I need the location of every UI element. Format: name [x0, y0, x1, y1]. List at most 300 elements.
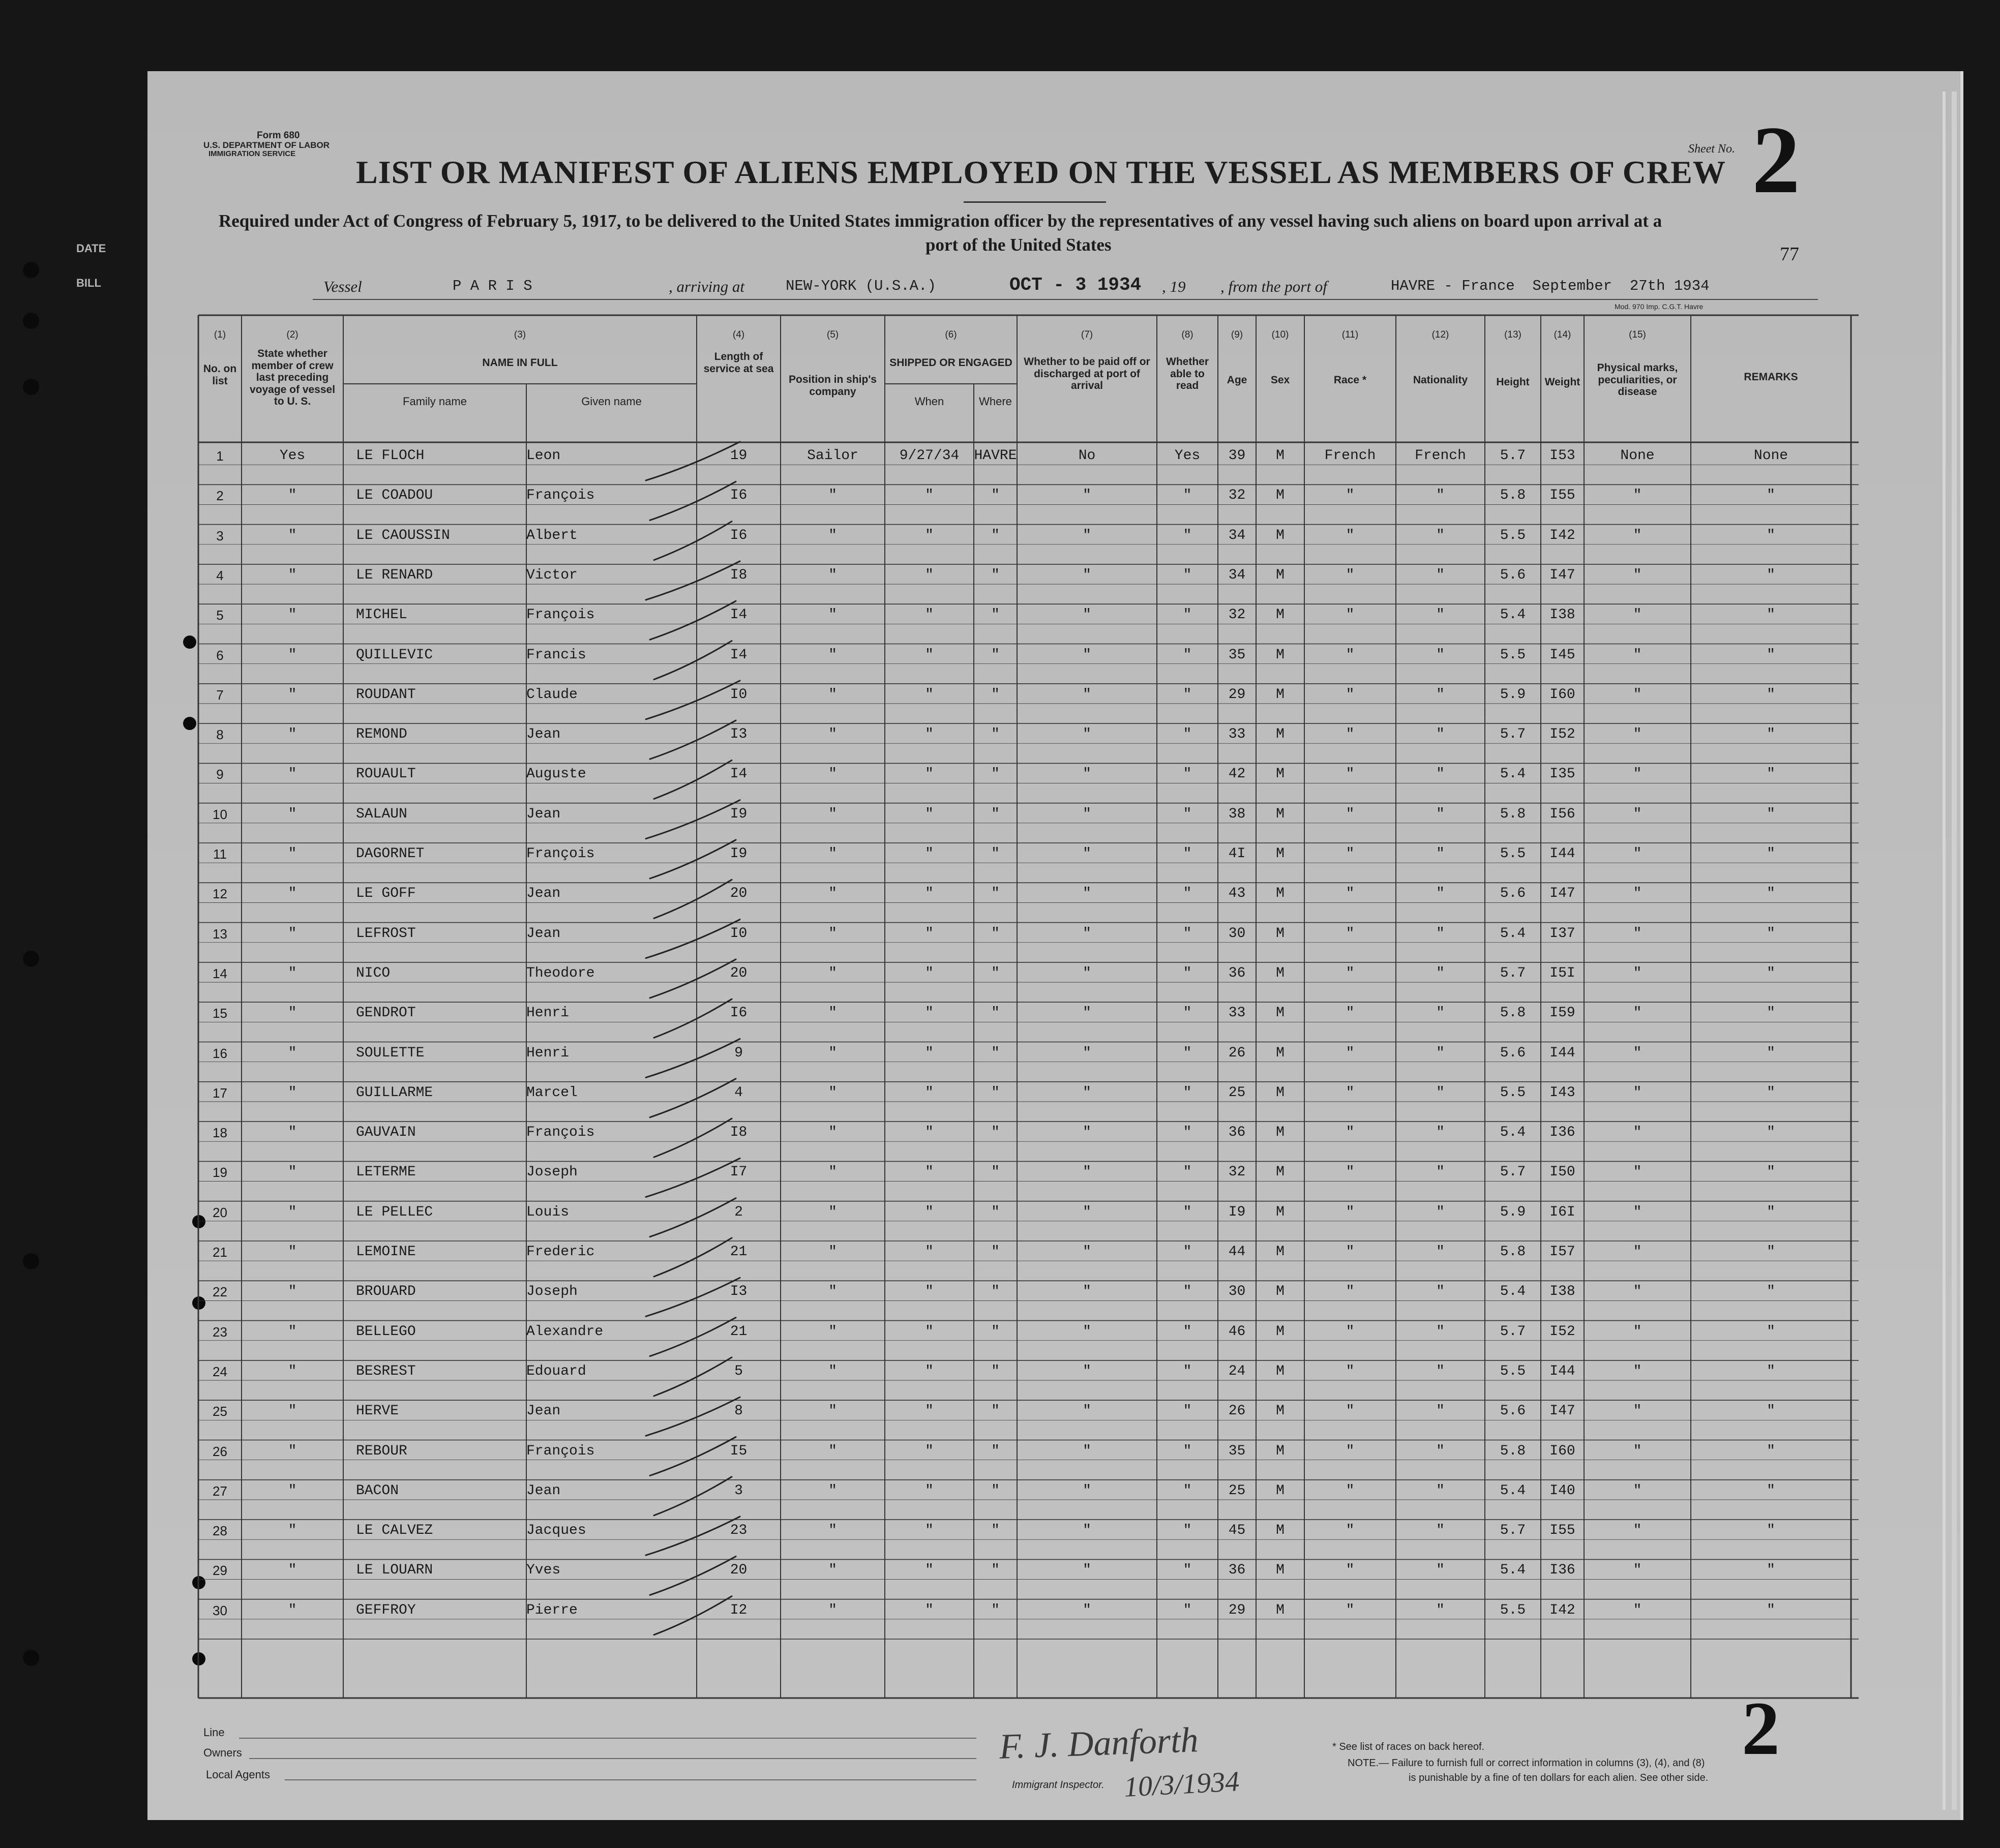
cell-nationality: " — [1436, 1244, 1445, 1260]
cell-when: " — [925, 607, 934, 623]
cell-sex: M — [1276, 846, 1285, 862]
cell-given: Jacques — [526, 1523, 586, 1539]
margin-stamp-line: BILL — [76, 277, 101, 289]
cell-prev: " — [288, 1244, 297, 1260]
cell-position: " — [828, 925, 837, 942]
cell-sex: M — [1276, 686, 1285, 703]
cell-given: Louis — [526, 1204, 570, 1220]
cell-no: 2 — [216, 488, 224, 504]
cell-remarks: " — [1767, 965, 1775, 981]
cell-position: " — [828, 1164, 837, 1180]
cell-height: 5.5 — [1500, 1363, 1526, 1379]
cell-race: " — [1346, 647, 1355, 663]
column-number: (2) — [286, 329, 298, 340]
column-header: State whether member of crew last preceding voyage of vessel to U. S. — [249, 348, 336, 408]
sheet-number-bottom: 2 — [1742, 1686, 1780, 1771]
cell-nationality: " — [1436, 886, 1445, 902]
cell-weight: I47 — [1549, 886, 1575, 902]
cell-age: 44 — [1228, 1244, 1246, 1260]
cell-service: 9 — [734, 1045, 743, 1061]
cell-marks: " — [1633, 1204, 1642, 1220]
cell-sex: M — [1276, 647, 1285, 663]
cell-sex: M — [1276, 448, 1285, 464]
penalty-note: NOTE.— Failure to furnish full or correct information in columns (3), (4), and (8) — [1348, 1758, 1705, 1769]
cell-paid: " — [1083, 1045, 1091, 1061]
column-number: (9) — [1231, 329, 1243, 340]
cell-age: 35 — [1228, 647, 1246, 663]
cell-given: Theodore — [526, 965, 595, 981]
cell-service: I3 — [730, 1284, 748, 1300]
cell-race: " — [1346, 965, 1355, 981]
column-header: Whether to be paid off or discharged at port of arrival — [1024, 356, 1150, 392]
cell-paid: " — [1083, 1562, 1091, 1579]
cell-position: " — [828, 1284, 837, 1300]
cell-where: " — [991, 1084, 1000, 1101]
cell-nationality: " — [1436, 1443, 1445, 1459]
cell-height: 5.8 — [1500, 1244, 1526, 1260]
cell-where: " — [991, 965, 1000, 981]
sheet-number: 2 — [1752, 107, 1800, 214]
cell-prev: " — [288, 1562, 297, 1579]
cell-nationality: " — [1436, 965, 1445, 981]
cell-family: LE FLOCH — [356, 448, 425, 464]
cell-weight: I40 — [1549, 1482, 1575, 1499]
cell-paid: " — [1083, 1244, 1091, 1260]
cell-age: 39 — [1228, 448, 1246, 464]
column-number: (13) — [1504, 329, 1521, 340]
cell-race: " — [1346, 925, 1355, 942]
footer-line — [249, 1758, 976, 1759]
page-title: LIST OR MANIFEST OF ALIENS EMPLOYED ON THE VESSEL AS MEMBERS OF CREW — [356, 154, 1726, 190]
cell-read: Yes — [1174, 448, 1201, 464]
cell-position: " — [828, 1602, 837, 1618]
cell-when: " — [925, 686, 934, 703]
cell-when: " — [925, 1443, 934, 1459]
cell-marks: " — [1633, 1005, 1642, 1021]
cell-given: Marcel — [526, 1084, 578, 1101]
cell-nationality: " — [1436, 488, 1445, 504]
cell-nationality: " — [1436, 1403, 1445, 1419]
cell-prev: " — [288, 1443, 297, 1459]
cell-height: 5.7 — [1500, 1164, 1526, 1180]
cell-family: QUILLEVIC — [356, 647, 433, 663]
cell-read: " — [1183, 1045, 1192, 1061]
cell-age: 30 — [1228, 925, 1246, 942]
cell-marks: " — [1633, 1045, 1642, 1061]
cell-height: 5.6 — [1500, 1403, 1526, 1419]
cell-marks: " — [1633, 686, 1642, 703]
cell-sex: M — [1276, 1443, 1285, 1459]
cell-family: LE GOFF — [356, 886, 416, 902]
cell-height: 5.6 — [1500, 1045, 1526, 1061]
cell-when: " — [925, 1363, 934, 1379]
cell-paid: " — [1083, 527, 1091, 543]
cell-weight: I38 — [1549, 607, 1575, 623]
cell-age: 32 — [1228, 488, 1246, 504]
cell-marks: " — [1633, 647, 1642, 663]
cell-weight: I47 — [1549, 567, 1575, 583]
cell-position: " — [828, 806, 837, 822]
cell-position: " — [828, 1562, 837, 1579]
cell-nationality: " — [1436, 1363, 1445, 1379]
cell-position: " — [828, 607, 837, 623]
cell-paid: " — [1083, 1363, 1091, 1379]
cell-paid: " — [1083, 1602, 1091, 1618]
cell-race: " — [1346, 1084, 1355, 1101]
cell-paid: " — [1083, 567, 1091, 583]
cell-age: 45 — [1228, 1523, 1246, 1539]
cell-height: 5.8 — [1500, 1005, 1526, 1021]
cell-weight: I44 — [1549, 1363, 1575, 1379]
cell-read: " — [1183, 1602, 1192, 1618]
column-number: (8) — [1181, 329, 1193, 340]
cell-read: " — [1183, 1164, 1192, 1180]
cell-service: I3 — [730, 726, 748, 743]
cell-family: MICHEL — [356, 607, 407, 623]
arriving-label: , arriving at — [669, 278, 744, 295]
cell-remarks: " — [1767, 806, 1775, 822]
cell-read: " — [1183, 488, 1192, 504]
cell-height: 5.9 — [1500, 1204, 1526, 1220]
cell-given: Jean — [526, 806, 561, 822]
cell-prev: " — [288, 1323, 297, 1340]
cell-family: DAGORNET — [356, 846, 425, 862]
cell-no: 5 — [216, 608, 224, 623]
cell-no: 12 — [213, 886, 227, 902]
cell-nationality: " — [1436, 686, 1445, 703]
cell-paid: " — [1083, 1284, 1091, 1300]
cell-prev: " — [288, 1602, 297, 1618]
cell-position: " — [828, 1045, 837, 1061]
cell-race: " — [1346, 1005, 1355, 1021]
cell-where: " — [991, 846, 1000, 862]
cell-read: " — [1183, 1244, 1192, 1260]
cell-position: " — [828, 1125, 837, 1141]
cell-no: 25 — [213, 1404, 227, 1419]
cell-marks: " — [1633, 1323, 1642, 1340]
cell-paid: " — [1083, 647, 1091, 663]
cell-height: 5.4 — [1500, 1482, 1526, 1499]
cell-read: " — [1183, 1523, 1192, 1539]
cell-family: REBOUR — [356, 1443, 407, 1459]
cell-where: " — [991, 567, 1000, 583]
cell-marks: " — [1633, 1164, 1642, 1180]
cell-service: 8 — [734, 1403, 743, 1419]
cell-position: " — [828, 527, 837, 543]
cell-race: French — [1324, 448, 1376, 464]
cell-read: " — [1183, 1323, 1192, 1340]
cell-when: " — [925, 567, 934, 583]
cell-nationality: " — [1436, 567, 1445, 583]
cell-height: 5.4 — [1500, 1125, 1526, 1141]
cell-weight: I60 — [1549, 1443, 1575, 1459]
cell-age: 29 — [1228, 686, 1246, 703]
cell-given: Jean — [526, 1482, 561, 1499]
cell-service: I8 — [730, 1125, 748, 1141]
cell-remarks: " — [1767, 686, 1775, 703]
cell-read: " — [1183, 647, 1192, 663]
cell-no: 26 — [213, 1443, 227, 1459]
cell-sex: M — [1276, 1045, 1285, 1061]
column-number: (12) — [1431, 329, 1449, 340]
cell-sex: M — [1276, 1403, 1285, 1419]
cell-height: 5.4 — [1500, 607, 1526, 623]
cell-paid: " — [1083, 925, 1091, 942]
cell-when: " — [925, 488, 934, 504]
cell-race: " — [1346, 1363, 1355, 1379]
cell-weight: I59 — [1549, 1005, 1575, 1021]
cell-no: 28 — [213, 1523, 227, 1539]
cell-family: BACON — [356, 1482, 399, 1499]
cell-where: HAVRE — [974, 448, 1017, 464]
cell-when: " — [925, 925, 934, 942]
cell-position: " — [828, 686, 837, 703]
cell-service: I4 — [730, 766, 748, 782]
cell-no: 1 — [216, 448, 224, 464]
cell-no: 22 — [213, 1284, 227, 1300]
cell-read: " — [1183, 527, 1192, 543]
signature-date: 10/3/1934 — [1123, 1766, 1240, 1803]
cell-family: GAUVAIN — [356, 1125, 416, 1141]
cell-family: HERVE — [356, 1403, 399, 1419]
cell-read: " — [1183, 726, 1192, 743]
cell-nationality: " — [1436, 1125, 1445, 1141]
cell-prev: " — [288, 1284, 297, 1300]
cell-when: " — [925, 1125, 934, 1141]
cell-given: Joseph — [526, 1284, 578, 1300]
cell-age: 42 — [1228, 766, 1246, 782]
cell-family: LE LOUARN — [356, 1562, 433, 1579]
cell-prev: " — [288, 965, 297, 981]
cell-when: " — [925, 1403, 934, 1419]
form-number: Form 680 — [257, 130, 300, 141]
column-header: Length of service at sea — [703, 351, 774, 375]
cell-age: 25 — [1228, 1084, 1246, 1101]
column-subheader: When — [914, 395, 944, 408]
cell-race: " — [1346, 1443, 1355, 1459]
cell-where: " — [991, 925, 1000, 942]
cell-paid: " — [1083, 806, 1091, 822]
cell-weight: I37 — [1549, 925, 1575, 942]
cell-prev: " — [288, 925, 297, 942]
cell-weight: I45 — [1549, 647, 1575, 663]
cell-paid: " — [1083, 846, 1091, 862]
cell-race: " — [1346, 1523, 1355, 1539]
cell-where: " — [991, 607, 1000, 623]
cell-service: I8 — [730, 567, 748, 583]
cell-remarks: " — [1767, 766, 1775, 782]
cell-when: " — [925, 766, 934, 782]
cell-where: " — [991, 1244, 1000, 1260]
cell-nationality: " — [1436, 607, 1445, 623]
cell-remarks: " — [1767, 1602, 1775, 1618]
cell-when: " — [925, 965, 934, 981]
cell-sex: M — [1276, 766, 1285, 782]
column-number: (4) — [732, 329, 745, 340]
arrival-date-stamp: OCT - 3 1934 — [1009, 275, 1142, 295]
column-header: Weight — [1544, 376, 1580, 388]
page-number: 77 — [1780, 244, 1799, 265]
cell-race: " — [1346, 686, 1355, 703]
cell-read: " — [1183, 1482, 1192, 1499]
cell-no: 15 — [213, 1006, 227, 1021]
cell-race: " — [1346, 1204, 1355, 1220]
cell-where: " — [991, 527, 1000, 543]
owners-label: Owners — [203, 1746, 242, 1759]
cell-height: 5.6 — [1500, 567, 1526, 583]
inspector-signature: F. J. Danforth — [998, 1720, 1199, 1767]
cell-remarks: " — [1767, 1284, 1775, 1300]
cell-service: I4 — [730, 607, 748, 623]
cell-service: I0 — [730, 925, 748, 942]
cell-service: I9 — [730, 806, 748, 822]
cell-given: Edouard — [526, 1363, 586, 1379]
cell-weight: I44 — [1549, 1045, 1575, 1061]
cell-marks: " — [1633, 1562, 1642, 1579]
cell-service: 5 — [734, 1363, 743, 1379]
cell-sex: M — [1276, 886, 1285, 902]
line-label: Line — [203, 1726, 225, 1739]
footer-line — [285, 1779, 976, 1780]
sheet-number-label: Sheet No. — [1688, 142, 1735, 156]
column-number: (14) — [1554, 329, 1571, 340]
cell-given: François — [526, 607, 595, 623]
cell-prev: " — [288, 527, 297, 543]
cell-given: François — [526, 488, 595, 504]
cell-remarks: " — [1767, 1164, 1775, 1180]
cell-no: 19 — [213, 1165, 227, 1180]
cell-remarks: " — [1767, 1482, 1775, 1499]
column-number: (15) — [1629, 329, 1646, 340]
column-header: Sex — [1270, 374, 1290, 386]
cell-sex: M — [1276, 567, 1285, 583]
cell-weight: I38 — [1549, 1284, 1575, 1300]
cell-marks: " — [1633, 1363, 1642, 1379]
cell-marks: " — [1633, 488, 1642, 504]
cell-prev: " — [288, 488, 297, 504]
cell-weight: I53 — [1549, 448, 1575, 464]
cell-remarks: None — [1753, 448, 1788, 464]
cell-age: 34 — [1228, 527, 1246, 543]
cell-marks: " — [1633, 726, 1642, 743]
cell-weight: I55 — [1549, 1523, 1575, 1539]
cell-prev: " — [288, 607, 297, 623]
cell-height: 5.7 — [1500, 1323, 1526, 1340]
cell-prev: " — [288, 1164, 297, 1180]
cell-service: I6 — [730, 1005, 748, 1021]
cell-service: I2 — [730, 1602, 748, 1618]
column-header: SHIPPED OR ENGAGED — [889, 357, 1012, 369]
cell-position: " — [828, 1204, 837, 1220]
cell-height: 5.5 — [1500, 1084, 1526, 1101]
cell-when: " — [925, 527, 934, 543]
cell-read: " — [1183, 1084, 1192, 1101]
cell-height: 5.5 — [1500, 527, 1526, 543]
cell-sex: M — [1276, 1363, 1285, 1379]
cell-sex: M — [1276, 1084, 1285, 1101]
cell-given: Pierre — [526, 1602, 578, 1618]
cell-paid: " — [1083, 1204, 1091, 1220]
cell-prev: " — [288, 1204, 297, 1220]
cell-weight: I42 — [1549, 1602, 1575, 1618]
department-name: U.S. DEPARTMENT OF LABOR — [203, 140, 330, 150]
cell-age: 36 — [1228, 965, 1246, 981]
cell-weight: I42 — [1549, 527, 1575, 543]
cell-service: 4 — [734, 1084, 743, 1101]
cell-age: 26 — [1228, 1045, 1246, 1061]
cell-family: LE CALVEZ — [356, 1523, 433, 1539]
cell-marks: None — [1620, 448, 1655, 464]
cell-where: " — [991, 726, 1000, 743]
cell-no: 10 — [213, 806, 227, 822]
cell-race: " — [1346, 1045, 1355, 1061]
cell-age: 33 — [1228, 726, 1246, 743]
column-number: (1) — [214, 329, 226, 340]
cell-where: " — [991, 1602, 1000, 1618]
cell-no: 20 — [213, 1204, 227, 1220]
cell-paid: " — [1083, 1164, 1091, 1180]
cell-nationality: " — [1436, 1204, 1445, 1220]
cell-nationality: " — [1436, 766, 1445, 782]
cell-weight: I36 — [1549, 1562, 1575, 1579]
cell-height: 5.9 — [1500, 686, 1526, 703]
cell-no: 30 — [213, 1602, 227, 1618]
cell-marks: " — [1633, 1403, 1642, 1419]
cell-prev: " — [288, 1005, 297, 1021]
footer-line — [239, 1738, 976, 1739]
cell-marks: " — [1633, 567, 1642, 583]
column-number: (11) — [1341, 329, 1359, 340]
cell-height: 5.5 — [1500, 647, 1526, 663]
cell-prev: " — [288, 1523, 297, 1539]
cell-weight: I56 — [1549, 806, 1575, 822]
column-number: (6) — [945, 329, 957, 340]
cell-weight: I36 — [1549, 1125, 1575, 1141]
cell-given: Jean — [526, 1403, 561, 1419]
cell-read: " — [1183, 886, 1192, 902]
cell-prev: " — [288, 686, 297, 703]
cell-race: " — [1346, 1562, 1355, 1579]
cell-weight: I50 — [1549, 1164, 1575, 1180]
arriving-port: NEW-YORK (U.S.A.) — [786, 278, 936, 294]
cell-where: " — [991, 1523, 1000, 1539]
cell-service: I4 — [730, 647, 748, 663]
cell-service: 21 — [730, 1244, 748, 1260]
cell-marks: " — [1633, 527, 1642, 543]
cell-when: " — [925, 647, 934, 663]
cell-height: 5.5 — [1500, 1602, 1526, 1618]
cell-race: " — [1346, 567, 1355, 583]
cell-remarks: " — [1767, 846, 1775, 862]
cell-family: LE RENARD — [356, 567, 433, 583]
cell-where: " — [991, 488, 1000, 504]
cell-age: 25 — [1228, 1482, 1246, 1499]
cell-when: " — [925, 1164, 934, 1180]
cell-race: " — [1346, 886, 1355, 902]
column-header: Race * — [1333, 374, 1367, 386]
cell-remarks: " — [1767, 1204, 1775, 1220]
cell-family: LEMOINE — [356, 1244, 416, 1260]
cell-nationality: " — [1436, 1045, 1445, 1061]
cell-prev: " — [288, 1482, 297, 1499]
cell-sex: M — [1276, 1244, 1285, 1260]
cell-marks: " — [1633, 1084, 1642, 1101]
cell-nationality: " — [1436, 806, 1445, 822]
cell-service: 21 — [730, 1323, 748, 1340]
cell-nationality: " — [1436, 1562, 1445, 1579]
cell-service: 19 — [730, 448, 748, 464]
cell-service: I7 — [730, 1164, 748, 1180]
